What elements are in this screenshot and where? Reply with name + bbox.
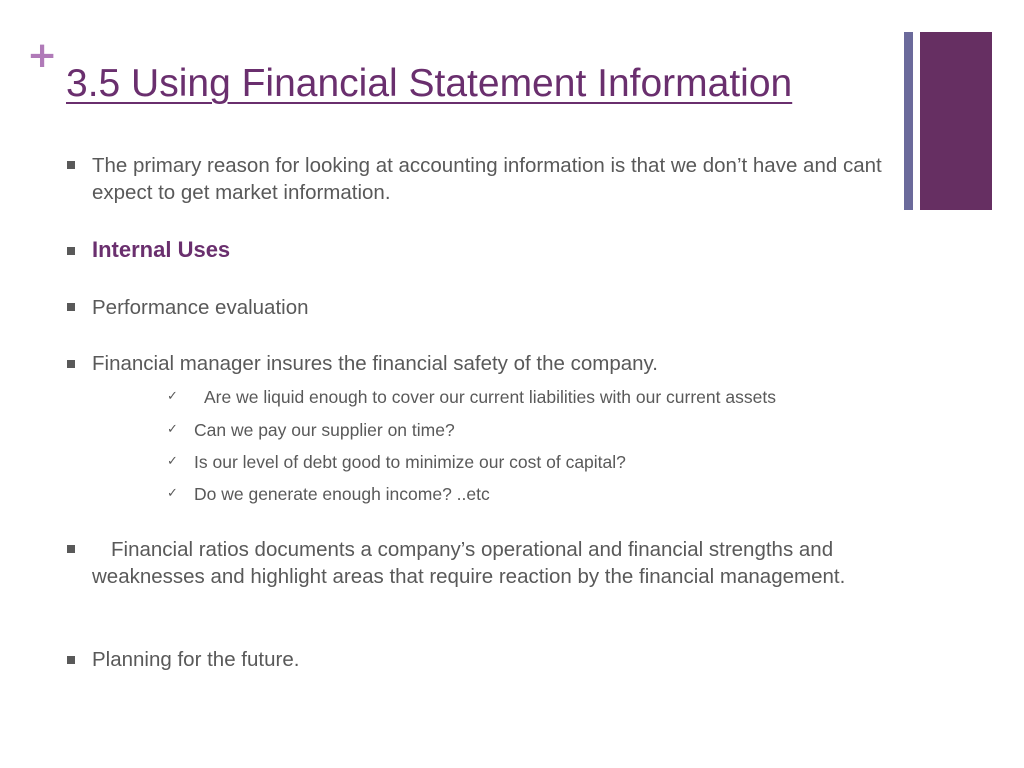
checkmark-icon: ✓ bbox=[167, 486, 178, 501]
plus-icon: + bbox=[27, 35, 58, 76]
decorative-bar-thin bbox=[904, 32, 913, 210]
bullet-text-financial-ratios: Financial ratios documents a company’s operational and financial strengths and weaknesses and highlight areas that require reaction by the financial management. bbox=[92, 538, 846, 588]
slide-title: 3.5 Using Financial Statement Information bbox=[66, 62, 793, 105]
square-bullet-icon bbox=[67, 303, 75, 311]
square-bullet-icon bbox=[67, 247, 75, 255]
bullet-text-financial-manager: Financial manager insures the financial safety of the company. bbox=[92, 352, 658, 375]
sub-bullet-debt-level: Is our level of debt good to minimize our cost of capital? bbox=[194, 452, 626, 472]
checkmark-icon: ✓ bbox=[167, 389, 178, 404]
bullet-text-planning: Planning for the future. bbox=[92, 648, 300, 671]
square-bullet-icon bbox=[67, 545, 75, 553]
bullet-text-performance-evaluation: Performance evaluation bbox=[92, 296, 309, 319]
square-bullet-icon bbox=[67, 161, 75, 169]
bullet-text-internal-uses: Internal Uses bbox=[92, 237, 231, 262]
sub-bullet-income: Do we generate enough income? ..etc bbox=[194, 484, 490, 504]
bullet-text-primary-reason: The primary reason for looking at accounting information is that we don’t have and cant expect to get market information. bbox=[92, 154, 882, 204]
decorative-bar-wide bbox=[920, 32, 992, 210]
checkmark-icon: ✓ bbox=[167, 422, 178, 437]
sub-bullet-pay-supplier: Can we pay our supplier on time? bbox=[194, 420, 455, 440]
checkmark-icon: ✓ bbox=[167, 454, 178, 469]
square-bullet-icon bbox=[67, 656, 75, 664]
square-bullet-icon bbox=[67, 360, 75, 368]
sub-bullet-liquidity: Are we liquid enough to cover our current liabilities with our current assets bbox=[204, 387, 776, 407]
